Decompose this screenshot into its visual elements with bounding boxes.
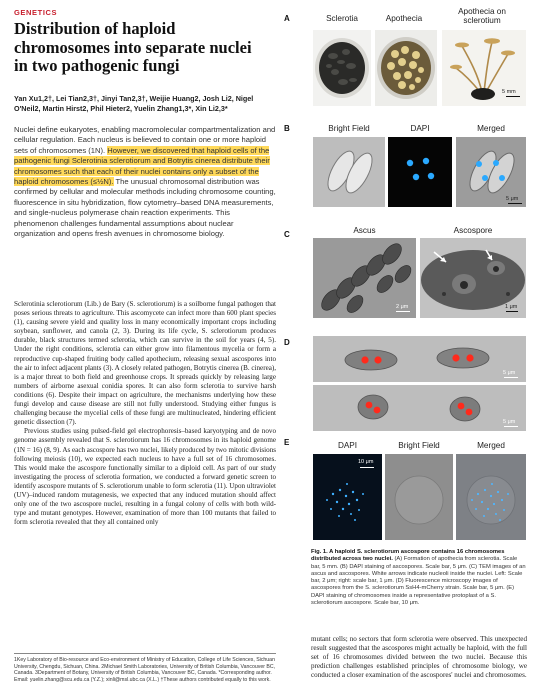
panel-b-label: B [284, 124, 290, 133]
body-paragraph-right: mutant cells; no sectors that form sclerotia were observed. This unexpected result suggested that the ascospores might actually be haploid, with the full set of 16 chromosomes divided between the two nuclei. Because this prediction challenges established principles of chromosome biology, we conducted a closer examination of the ascospores' nuclei and chromosomes. [311, 635, 527, 680]
panel-e-scale-bar [360, 467, 374, 468]
abstract-part-1: Nuclei define eukaryotes, enabling macromolecular compartmentalization and cellular regulation. Each nucleus is believed to contain one or more haploid sets of chromosomes (1N). [14, 125, 276, 155]
body-text-right [311, 635, 527, 680]
panel-d-bottom-scale-bar [504, 426, 518, 427]
panel-a-title-3: Apothecia on sclerotium [458, 7, 506, 25]
mcherry-image-bottom [313, 385, 526, 431]
abstract [14, 125, 276, 239]
mcherry-image-top [313, 336, 526, 382]
panel-e-title-1: DAPI [337, 441, 358, 450]
panel-b-title-3: Merged [477, 124, 505, 133]
abstract-part-2: The unusual chromosomal distribution was confirmed by cellular and molecular methods including chromosome counting, fluorescence in situ hybridization, flow cytometry–based DNA measurements, and single-nucleus polymerase chain reaction experiments. This phenomenon challenges fundamental assumptions about nuclear organization and opens fresh avenues in chromosome biology. [14, 177, 276, 239]
protoplast-merged-image [456, 454, 526, 540]
panel-a-scale-label: 5 mm [502, 89, 516, 95]
bright-field-image [313, 137, 385, 207]
panel-d-top-scale-bar [504, 377, 518, 378]
dapi-image [388, 137, 452, 207]
panel-d-top-scale-label: 5 μm [503, 370, 516, 376]
affiliations-footnote: 1Key Laboratory of Bio-resource and Eco-environment of Ministry of Education, College of Life Sciences, Sichuan University, Chengdu, Sichuan, China. 2Michael Smith Laboratories, University of British Columbia, Vancouver BC, Canada. 3Department of Botany, University of British Columbia, Vancouver BC, Canada. *Corresponding author. Email: yuelin.zhang@scu.edu.ca (Y.Z.); xinli@msl.ubc.ca (X.L.) †These authors contributed equally to this work. [14, 653, 276, 683]
panel-e-scale-label: 10 μm [358, 459, 374, 465]
panel-b-scale-label: 5 μm [506, 196, 519, 202]
panel-e-label: E [284, 438, 290, 447]
panel-e-title-2: Bright Field [398, 441, 440, 450]
protoplast-bright-field-image [385, 454, 453, 540]
panel-c-right-scale-label: 1 μm [505, 304, 518, 310]
panel-a-label: A [284, 14, 290, 23]
article-title: Distribution of haploid chromosomes into separate nuclei in two pathogenic fungi [14, 19, 252, 75]
panel-c-title-2: Ascospore [453, 226, 493, 235]
panel-a-scale-bar [506, 96, 520, 97]
caption-text: (A) Formation of apothecia from sclerotia. Scale bar, 5 mm. (B) DAPI staining of ascospores. Scale bar, 5 μm. (C) TEM images of an ascus and ascospores. White arrows indicate nucleoli inside the nuclei. Left: Scale bar, 2 μm; right: scale bar, 1 μm. (D) Fluorescence microscopy images of ascospores from the S. sclerotiorum SsH4-mCherry strain. Scale bar, 5 μm. (E) DAPI staining of chromosomes inside a representative protoplast of a S. sclerotiorum ascospore. Scale bar, 10 μm. [311, 556, 526, 607]
author-list: Yan Xu1,2†, Lei Tian2,3†, Jinyi Tan2,3†, Weijie Huang2, Josh Li2, Nigel O'Neil2, Martin Hirst2, Phil Hieter2, Yuelin Zhang1,3*, Xin Li2,3* [14, 94, 254, 113]
panel-e-title-3: Merged [477, 441, 505, 450]
panel-d-label: D [284, 338, 290, 347]
apothecia-image [375, 30, 437, 106]
panel-b-title-1: Bright Field [328, 124, 370, 133]
body-text-left [14, 300, 276, 527]
section-tag: GENETICS [14, 8, 58, 17]
panel-c-title-1: Ascus [353, 226, 376, 235]
panel-a-title-1: Sclerotia [326, 14, 358, 23]
caption-title: Fig. 1. A haploid S. sclerotiorum ascospore contains 16 chromosomes distributed across two nuclei. [311, 549, 505, 563]
sclerotia-image [313, 30, 371, 106]
panel-d-bottom-scale-label: 5 μm [503, 419, 516, 425]
body-paragraph-2: Previous studies using pulsed-field gel electrophoresis–based karyotyping and de novo genome assembly revealed that S. sclerotiorum has 16 chromosomes in its haploid genome (1N = 16) (8, 9). As each ascospore has two nuclei, likely produced by two mitotic divisions following meiosis (10), we expected each nucleus to have a full set of 16 chromosomes. This would make the ascospore functionally similar to a diploid cell. As part of our study investigating the process of sclerotia formation, we conducted a forward genetic screen to identify ascospore mutants of S. sclerotiorum unable to form sclerotia (11). Upon ultraviolet (UV)–induced random mutagenesis, we expected that any induced mutation should affect only one of the two ascospore nuclei, resulting in a fungal colony of cells with both wild-type and mutant genotypes. However, examination of more than 100 mutants that failed to form sclerotia revealed that they all contained only [14, 427, 276, 527]
panel-a-title-2: Apothecia [385, 14, 423, 23]
panel-c-left-scale-bar [396, 311, 410, 312]
panel-c-right-scale-bar [506, 311, 518, 312]
panel-c-left-scale-label: 2 μm [396, 304, 409, 310]
panel-c-label: C [284, 230, 290, 239]
abstract-highlight: However, we discovered that haploid cells of the pathogenic fungi Sclerotinia sclerotiorum and Botrytis cinerea distribute their chromosomes such that each of their nuclei contains only a subset of the haploid chromosomes (≤½N). [14, 145, 270, 187]
figure-caption [311, 549, 527, 607]
panel-b-title-2: DAPI [410, 124, 430, 133]
panel-b-scale-bar [508, 203, 522, 204]
body-paragraph-1: Sclerotinia sclerotiorum (Lib.) de Bary (S. sclerotiorum) is a soilborne fungal pathogen that poses serious threats to agriculture. This ascomycete can infect more than 600 plant species (1), causing severe yield and quality loss in many economically important crops including soybean, sunflower, and canola (2, 3). During its life cycle, S. sclerotiorum produces durable, black structures termed sclerotia, which can survive in the soil for years (4, 5). Under the right conditions, sclerotia can either grow into filamentous mycelia or form a reproductive cup-shaped fruiting body called apothecium, releasing sexual ascospores into the air to infect adjacent plants (3). A closely related pathogen, Botrytis cinerea (B. cinerea), is a major threat to both field and greenhouse crops. It spreads quickly by releasing large numbers of airborne asexual conidia spores. It can also form sclerotia to survive harsh conditions (6). Despite their impact on agriculture, the mechanisms underlying how these fungi develop and cause disease are still not fully understood. Studying either fungus is challenging because the mycelial cells of these fungi are multinucleated, hindering efficient genetic dissection (7). [14, 300, 276, 427]
